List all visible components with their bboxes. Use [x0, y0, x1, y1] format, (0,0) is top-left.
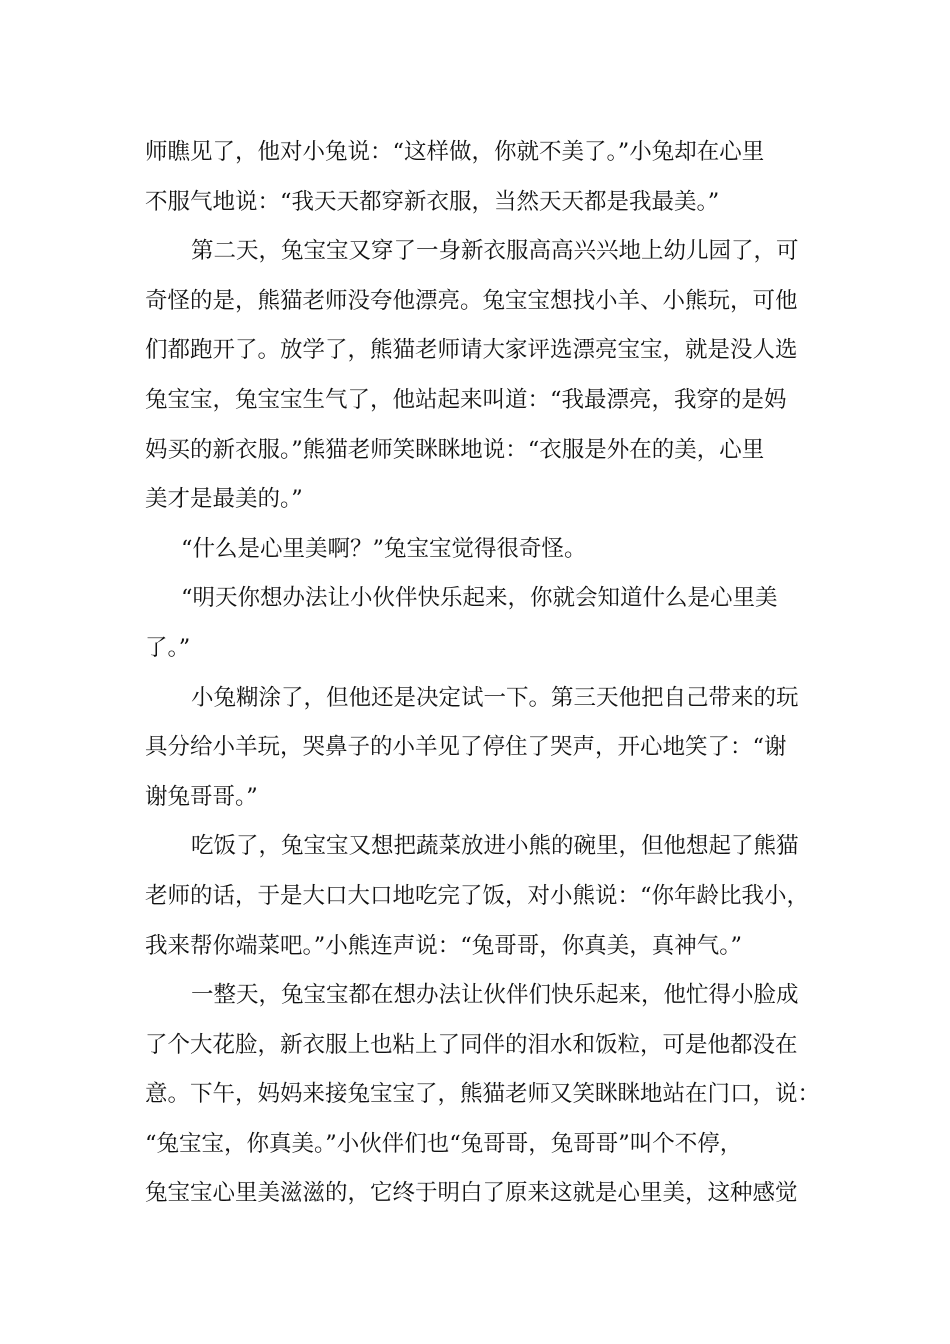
text-line: 兔宝宝，兔宝宝生气了，他站起来叫道：“我最漂亮，我穿的是妈	[145, 386, 787, 413]
text-line: 意。下午，妈妈来接兔宝宝了，熊猫老师又笑眯眯地站在门口，说：	[145, 1081, 821, 1108]
paragraph-first-line: 小兔糊涂了，但他还是决定试一下。第三天他把自己带来的玩	[191, 684, 799, 711]
text-line: 具分给小羊玩，哭鼻子的小羊见了停住了哭声，开心地笑了：“谢	[145, 734, 787, 761]
text-line: “兔宝宝，你真美。”小伙伴们也“兔哥哥，兔哥哥”叫个不停，	[145, 1130, 743, 1157]
text-line: 不服气地说：“我天天都穿新衣服，当然天天都是我最美。”	[145, 188, 720, 215]
text-line: 了。”	[145, 634, 191, 661]
text-line: 兔宝宝心里美滋滋的，它终于明白了原来这就是心里美，这种感觉	[145, 1180, 798, 1207]
paragraph-first-line: “什么是心里美啊？”兔宝宝觉得很奇怪。	[181, 535, 587, 562]
text-line: 奇怪的是，熊猫老师没夸他漂亮。兔宝宝想找小羊、小熊玩，可他	[145, 287, 798, 314]
paragraph-first-line: 一整天，兔宝宝都在想办法让伙伴们快乐起来，他忙得小脸成	[191, 982, 799, 1009]
text-line: 师瞧见了，他对小兔说：“这样做，你就不美了。”小兔却在心里	[145, 139, 765, 165]
text-line: 美才是最美的。”	[145, 486, 303, 513]
document-page	[145, 128, 821, 1219]
text-line: 谢兔哥哥。”	[145, 783, 258, 810]
text-line: 们都跑开了。放学了，熊猫老师请大家评选漂亮宝宝，就是没人选	[145, 337, 798, 364]
text-line: 我来帮你端菜吧。”小熊连声说：“兔哥哥，你真美，真神气。”	[145, 932, 743, 959]
paragraph-first-line: 第二天，兔宝宝又穿了一身新衣服高高兴兴地上幼儿园了，可	[191, 238, 799, 265]
text-line: 妈买的新衣服。”熊猫老师笑眯眯地说：“衣服是外在的美，心里	[145, 436, 765, 463]
text-line: 老师的话，于是大口大口地吃完了饭，对小熊说：“你年龄比我小，	[145, 882, 810, 909]
paragraph-first-line: 吃饭了，兔宝宝又想把蔬菜放进小熊的碗里，但他想起了熊猫	[191, 833, 799, 860]
paragraph-first-line: “明天你想办法让小伙伴快乐起来，你就会知道什么是心里美	[181, 585, 778, 612]
text-line: 了个大花脸，新衣服上也粘上了同伴的泪水和饭粒，可是他都没在	[145, 1031, 798, 1058]
